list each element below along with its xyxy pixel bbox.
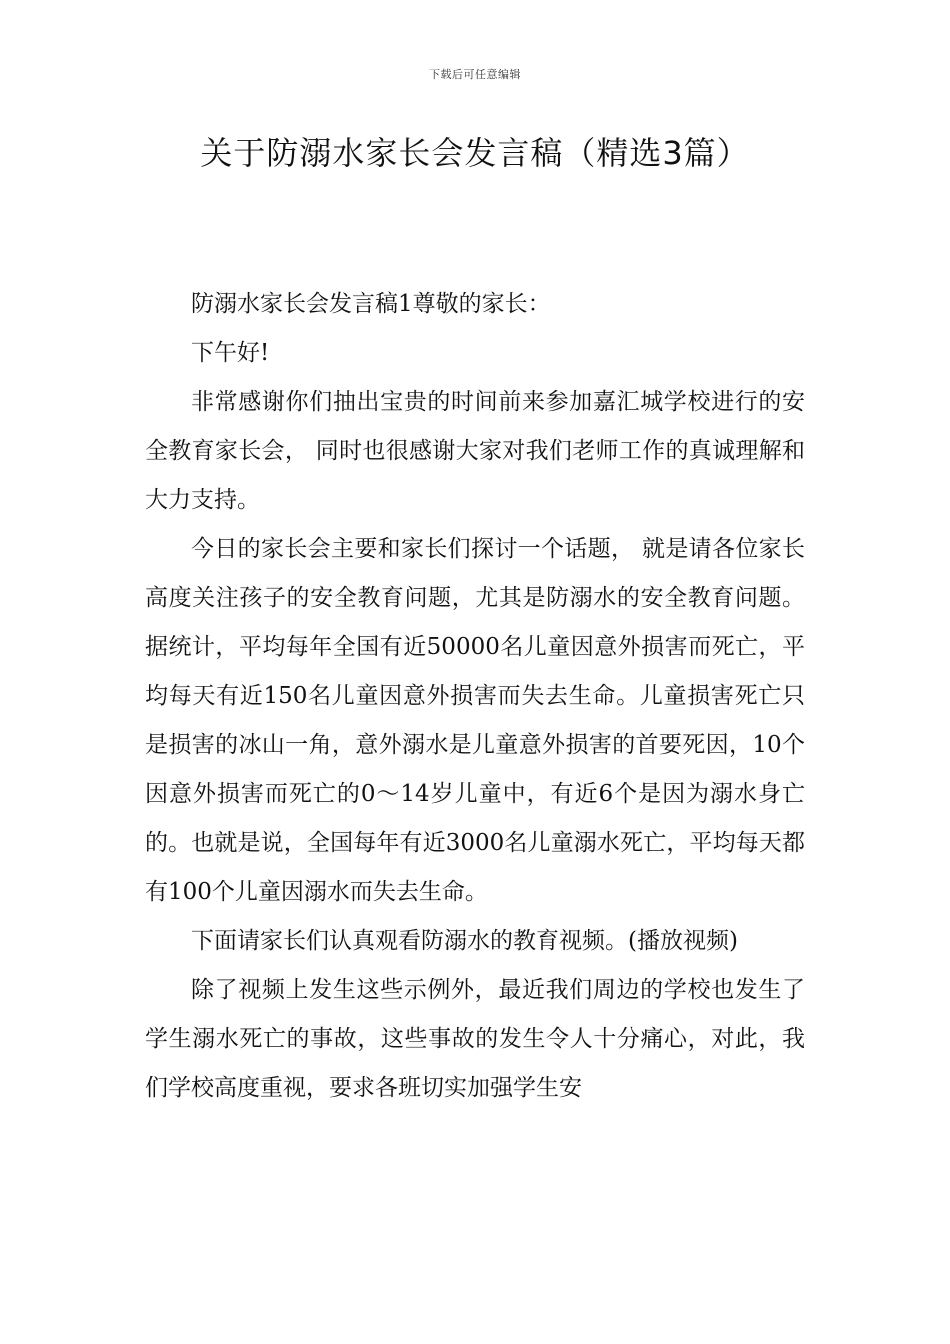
document-title: 关于防溺水家长会发言稿（精选3篇）: [200, 134, 750, 172]
paragraph-statistics: 今日的家长会主要和家长们探讨一个话题， 就是请各位家长高度关注孩子的安全教育问题，尤其是防溺水的安全教育问题。据统计，平均每年全国有近50000名儿童因意外损害而死亡，平均每天有近150名儿童因意外损害而失去生命。儿童损害死亡只是损害的冰山一角，意外溺水是儿童意外损害的首要死因，10个因意外损害而死亡的0～14岁儿童中，有近6个是因为溺水身亡的。也就是说，全国每年有近3000名儿童溺水死亡，平均每天都有100个儿童因溺水而失去生命。: [145, 536, 805, 905]
document-body: [145, 280, 805, 1113]
paragraph-incidents: 除了视频上发生这些示例外，最近我们周边的学校也发生了学生溺水死亡的事故，这些事故的发生令人十分痛心，对此，我们学校高度重视，要求各班切实加强学生安: [145, 977, 805, 1101]
paragraph-video: 下面请家长们认真观看防溺水的教育视频。(播放视频): [191, 928, 738, 954]
header-note: 下载后可任意编辑: [429, 68, 521, 81]
paragraph-thanks: 非常感谢你们抽出宝贵的时间前来参加嘉汇城学校进行的安全教育家长会， 同时也很感谢大家对我们老师工作的真诚理解和大力支持。: [145, 389, 805, 513]
paragraph-salutation: 下午好!: [191, 340, 270, 366]
paragraph-greeting: 防溺水家长会发言稿1尊敬的家长：: [191, 291, 551, 317]
